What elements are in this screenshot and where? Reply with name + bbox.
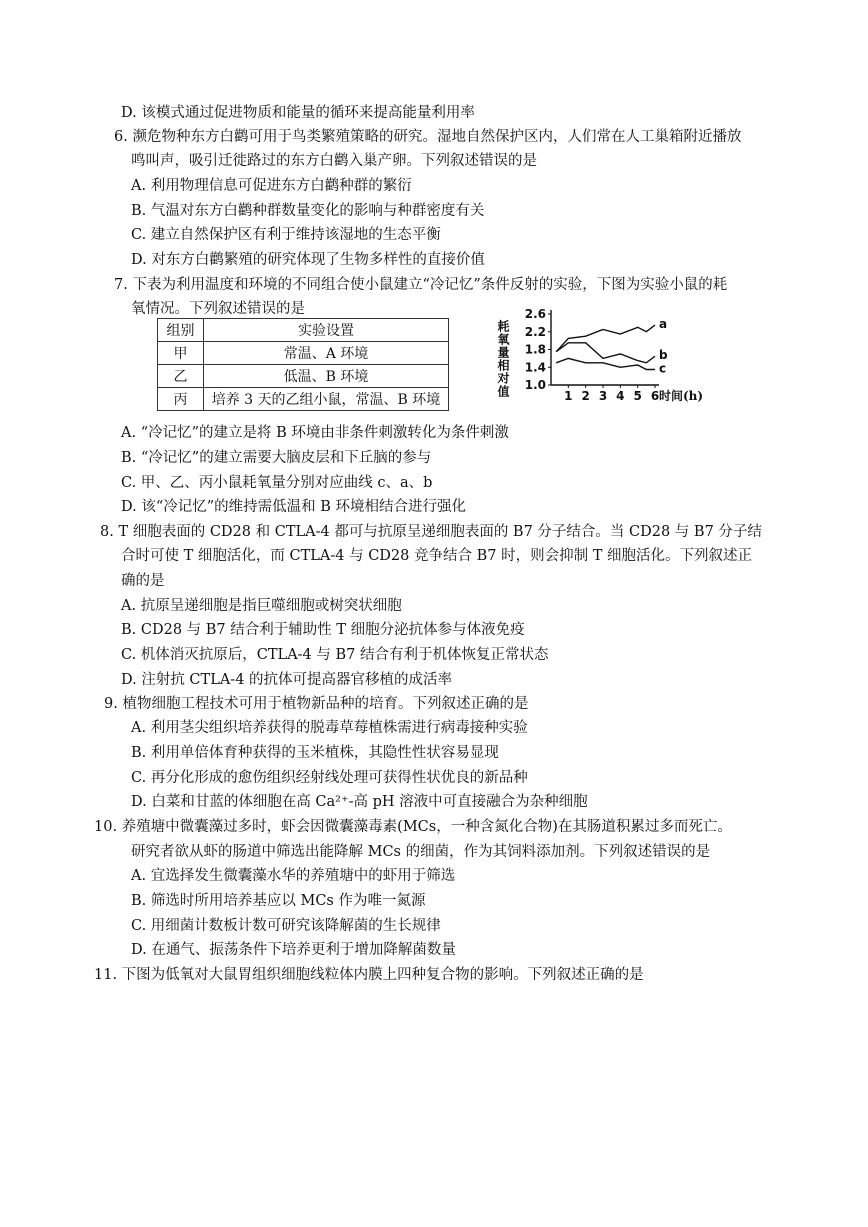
table-row: [158, 365, 449, 388]
table-cell-setup: 常温、A 环境: [204, 342, 449, 365]
table-row: [158, 388, 449, 411]
q7-stem-line-2: 氧情况。下列叙述错误的是: [131, 301, 305, 317]
q9-option-c: C. 再分化形成的愈伤组织经射线处理可获得性状优良的新品种: [131, 770, 528, 786]
series-line-c: [556, 358, 655, 369]
q7-stem-line-1: 7. 下表为利用温度和环境的不同组合使小鼠建立“冷记忆”条件反射的实验，下图为实验小鼠的耗: [114, 277, 728, 293]
x-tick-label: 4: [616, 389, 625, 403]
q9-option-b: B. 利用单倍体育种获得的玉米植株，其隐性性状容易显现: [131, 745, 499, 761]
x-tick-label: 5: [633, 389, 642, 403]
table-header-setup: 实验设置: [204, 319, 449, 342]
series-label-b: b: [659, 348, 668, 363]
x-tick-label: 1: [564, 389, 573, 403]
experiment-table: [157, 318, 449, 411]
y-axis-title: 耗氧量相对值: [496, 320, 510, 398]
table-cell-group: 乙: [158, 365, 204, 388]
table-cell-setup: 低温、B 环境: [204, 365, 449, 388]
table-row: [158, 342, 449, 365]
x-tick-label: 3: [598, 389, 608, 403]
q8-option-d: D. 注射抗 CTLA-4 的抗体可提高器官移植的成活率: [121, 672, 453, 688]
q6-option-a: A. 利用物理信息可促进东方白鹳种群的繁衍: [131, 178, 412, 194]
table-header-group: 组别: [158, 319, 204, 342]
q5-option-d: D. 该模式通过促进物质和能量的循环来提高能量利用率: [121, 105, 475, 121]
q7-option-a: A. “冷记忆”的建立是将 B 环境由非条件刺激转化为条件刺激: [121, 425, 509, 441]
q6-option-b: B. 气温对东方白鹳种群数量变化的影响与种群密度有关: [131, 203, 485, 219]
table-cell-setup: 培养 3 天的乙组小鼠，常温、B 环境: [204, 388, 449, 411]
q8-option-b: B. CD28 与 B7 结合利于辅助性 T 细胞分泌抗体参与体液免疫: [121, 622, 525, 638]
q9-option-d: D. 白菜和甘蓝的体细胞在高 Ca²⁺-高 pH 溶液中可直接融合为杂种细胞: [131, 794, 588, 810]
x-tick-label: 2: [581, 389, 590, 403]
q11-stem: 11. 下图为低氧对大鼠胃组织细胞线粒体内膜上四种复合物的影响。下列叙述正确的是: [94, 967, 644, 983]
table-cell-group: 丙: [158, 388, 204, 411]
y-tick-label: 1.8: [524, 342, 546, 357]
table-cell-group: 甲: [158, 342, 204, 365]
q7-option-d: D. 该“冷记忆”的维持需低温和 B 环境相结合进行强化: [121, 499, 467, 515]
oxygen-consumption-chart: [495, 300, 720, 410]
q8-stem-line-2: 合时可使 T 细胞活化，而 CTLA-4 与 CD28 竞争结合 B7 时，则会抑制 T 细胞活化。下列叙述正: [121, 548, 752, 564]
q8-option-a: A. 抗原呈递细胞是指巨噬细胞或树突状细胞: [121, 598, 402, 614]
q10-option-c: C. 用细菌计数板计数可研究该降解菌的生长规律: [131, 918, 441, 934]
q6-option-d: D. 对东方白鹳繁殖的研究体现了生物多样性的直接价值: [131, 252, 485, 268]
q8-stem-line-3: 确的是: [121, 573, 165, 589]
y-tick-label: 1.0: [524, 378, 546, 392]
table-header-row: [158, 319, 449, 342]
q10-option-b: B. 筛选时所用培养基应以 MCs 作为唯一氮源: [131, 893, 426, 909]
q10-option-d: D. 在通气、振荡条件下培养更利于增加降解菌数量: [131, 942, 456, 958]
y-tick-label: 1.4: [524, 360, 546, 375]
q6-stem-line-2: 鸣叫声，吸引迁徙路过的东方白鹳入巢产卵。下列叙述错误的是: [131, 153, 537, 169]
q10-stem-line-1: 10. 养殖塘中微囊藻过多时，虾会因微囊藻毒素(MCs，一种含氮化合物)在其肠道积累过多而死亡。: [94, 819, 732, 835]
q9-option-a: A. 利用茎尖组织培养获得的脱毒草莓植株需进行病毒接种实验: [131, 720, 528, 736]
q10-option-a: A. 宜选择发生微囊藻水华的养殖塘中的虾用于筛选: [131, 868, 456, 884]
q6-option-c: C. 建立自然保护区有利于维持该湿地的生态平衡: [131, 227, 441, 243]
x-tick-label: 6: [650, 389, 660, 403]
q6-stem-line-1: 6. 濒危物种东方白鹳可用于鸟类繁殖策略的研究。湿地自然保护区内，人们常在人工巢箱附近播放: [114, 129, 742, 145]
series-line-a: [556, 325, 655, 352]
q8-option-c: C. 机体消灭抗原后，CTLA-4 与 B7 结合有利于机体恢复正常状态: [121, 647, 549, 663]
y-tick-label: 2.6: [524, 307, 546, 321]
q7-option-b: B. “冷记忆”的建立需要大脑皮层和下丘脑的参与: [121, 450, 432, 466]
series-label-c: c: [659, 361, 667, 376]
q7-option-c: C. 甲、乙、丙小鼠耗氧量分别对应曲线 c、a、b: [121, 475, 433, 491]
series-label-a: a: [659, 317, 668, 332]
x-axis-title: 时间(h): [659, 389, 704, 403]
q8-stem-line-1: 8. T 细胞表面的 CD28 和 CTLA-4 都可与抗原呈递细胞表面的 B7 分子结合。当 CD28 与 B7 分子结: [100, 524, 762, 540]
y-tick-label: 2.2: [524, 324, 546, 339]
q9-stem: 9. 植物细胞工程技术可用于植物新品种的培育。下列叙述正确的是: [104, 696, 529, 712]
q10-stem-line-2: 研究者欲从虾的肠道中筛选出能降解 MCs 的细菌，作为其饲料添加剂。下列叙述错误的是: [131, 844, 711, 860]
